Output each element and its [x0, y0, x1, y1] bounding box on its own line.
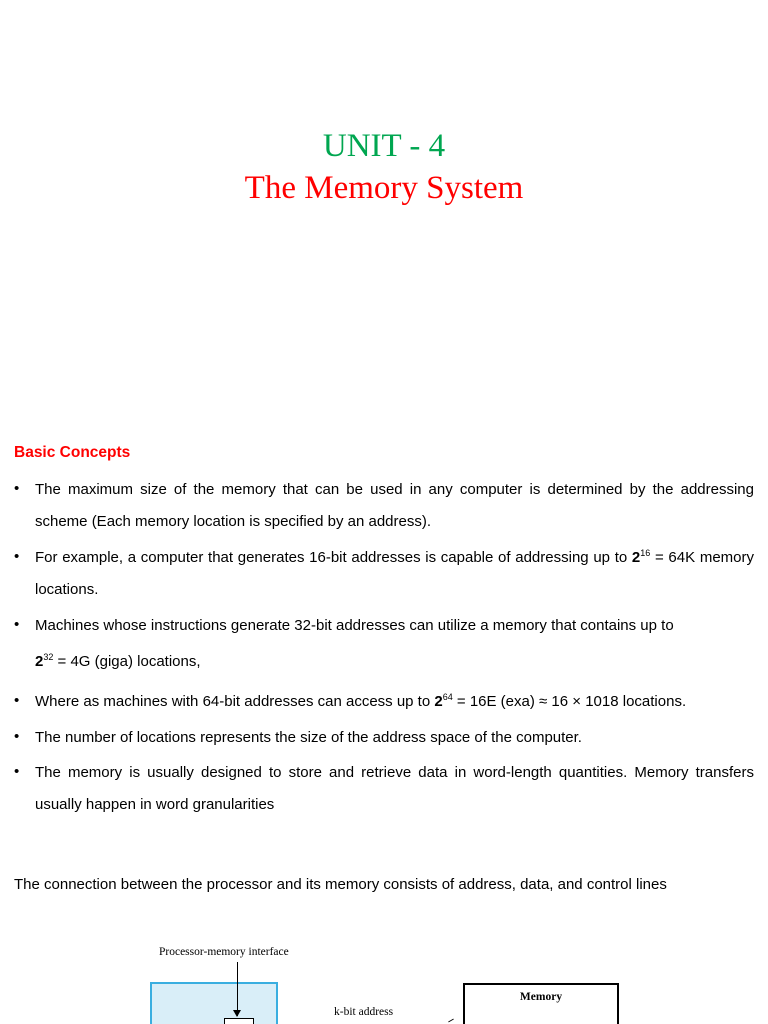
connection-text: The connection between the processor and its memory consists of address, data, and control lines [14, 876, 667, 893]
section-heading: Basic Concepts [14, 444, 131, 461]
bullet-text: The memory is usually designed to store and retrieve data in word-length quantities. Memory transfers usually happen in word granularities [35, 764, 754, 813]
bullet-icon: • [14, 616, 20, 633]
register-box [224, 1018, 254, 1024]
bullet-text: Machines whose instructions generate 32-bit addresses can utilize a memory that contains up to [35, 617, 674, 634]
interface-arrow-icon [233, 1010, 241, 1017]
page-title: The Memory System [244, 170, 524, 206]
interface-label: Processor-memory interface [159, 946, 289, 958]
bullet-icon: • [14, 548, 20, 565]
memory-box [463, 983, 619, 1024]
processor-memory-diagram [148, 940, 628, 1024]
unit-title: UNIT - 4 [322, 128, 446, 164]
address-arrow-icon [448, 1019, 454, 1023]
bullet-text: The maximum size of the memory that can be used in any computer is determined by the addressing scheme (Each memory location is specified by an address). [35, 481, 754, 530]
bullet-icon: • [14, 480, 20, 497]
bullet-icon: • [14, 692, 20, 709]
title-block [0, 126, 768, 210]
processor-box [150, 982, 278, 1024]
bullet-icon: • [14, 728, 20, 745]
bullet-text: The number of locations represents the size of the address space of the computer. [35, 729, 582, 746]
bullet-text: For example, a computer that generates 16-bit addresses is capable of addressing up to $2^{16} = 64K$ memory locations. [35, 548, 754, 598]
interface-pointer-line [237, 962, 238, 1016]
bullet-icon: • [14, 763, 20, 780]
address-label: k-bit address [334, 1006, 394, 1018]
bullet-text: Where as machines with 64-bit addresses can access up to $2^{64} = 16E$ (exa) ≈ 16 × 1018 locations. [35, 692, 687, 710]
memory-label: Memory [519, 991, 563, 1003]
bullet-text-continued: $2^{32} = 4G$ (giga) locations, [35, 652, 201, 670]
